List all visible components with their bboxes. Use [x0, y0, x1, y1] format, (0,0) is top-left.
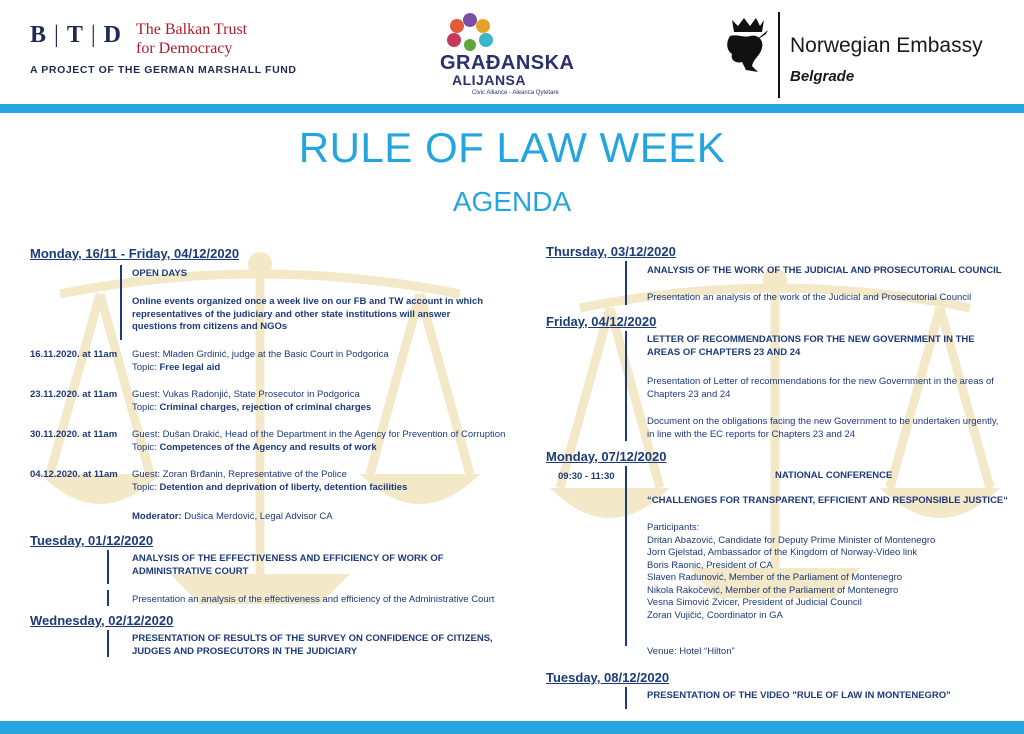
btd-name: The Balkan Trust for Democracy	[136, 21, 248, 57]
list-item: Vesna Simović Zvicer, President of Judicial Council	[647, 597, 862, 608]
btd-subtitle: A PROJECT OF THE GERMAN MARSHALL FUND	[30, 64, 297, 76]
day-heading: Wednesday, 02/12/2020	[30, 613, 174, 628]
session-description: Presentation of Letter of recommendations for the new Government in the areas of Chapters 23 and 24	[647, 376, 994, 400]
day-heading: Tuesday, 01/12/2020	[30, 533, 154, 548]
open-days-label: OPEN DAYS	[132, 268, 188, 279]
session-description: Presentation an analysis of the work of the Judicial and Prosecutorial Council	[647, 292, 972, 303]
divider	[107, 590, 109, 606]
list-item: Zoran Vujičić, Coordinator in GA	[647, 609, 783, 621]
list-item: Slaven Radunović, Member of the Parliament of Montenegro	[647, 572, 903, 583]
divider	[625, 261, 627, 305]
event-item: Guest: Mladen Grdinić, judge at the Basic Court in Podgorica Topic: Free legal aid	[132, 349, 389, 373]
list-item: Nikola Rakočević, Member of the Parliament of Montenegro	[647, 584, 899, 596]
conference-label: NATIONAL CONFERENCE	[775, 470, 893, 481]
divider	[625, 466, 627, 646]
page-subtitle: AGENDA	[452, 186, 572, 217]
lion-crest-icon	[724, 16, 770, 74]
divider	[107, 550, 109, 584]
moderator: Moderator: Dušica Merdović, Legal Advisor CA	[132, 511, 333, 522]
divider	[120, 265, 122, 340]
divider	[107, 630, 109, 657]
session-description: Presentation an analysis of the effectiveness and efficiency of the Administrative Court	[132, 594, 495, 605]
event-date: 04.12.2020. at 11am	[30, 469, 118, 480]
session-title: ANALYSIS OF THE EFFECTIVENESS AND EFFICIENCY OF WORK OF ADMINISTRATIVE COURT	[132, 553, 444, 577]
day-heading: Tuesday, 08/12/2020	[546, 670, 670, 685]
ga-subtitle: Civic Alliance - Aleanca Qytetare	[472, 90, 559, 96]
gradjanska-alijansa-logo	[428, 10, 608, 100]
ga-title-2: ALIJANSA	[452, 72, 527, 88]
top-band	[0, 104, 1024, 113]
embassy-city: Belgrade	[790, 68, 855, 85]
day-heading: Monday, 16/11 - Friday, 04/12/2020	[30, 246, 240, 261]
divider	[778, 12, 780, 98]
session-title: PRESENTATION OF THE VIDEO "RULE OF LAW IN MONTENEGRO"	[647, 690, 951, 701]
event-item: Guest: Vukas Radonjić, State Prosecutor in Podgorica Topic: Criminal charges, rejection of criminal charges	[132, 389, 372, 413]
event-date: 23.11.2020. at 11am	[30, 389, 118, 400]
page-title: RULE OF LAW WEEK	[298, 124, 726, 171]
venue: Venue: Hotel “Hilton”	[647, 646, 735, 657]
header	[0, 0, 1024, 104]
event-date: 16.11.2020. at 11am	[30, 349, 118, 360]
event-date: 30.11.2020. at 11am	[30, 429, 118, 440]
session-description: Document on the obligations facing the new Government to be undertaken urgently, in line with the EC reports for Chapters 23 and 24	[647, 416, 999, 440]
day-heading: Friday, 04/12/2020	[546, 314, 657, 329]
divider	[625, 687, 627, 709]
conference-title: “CHALLENGES FOR TRANSPARENT, EFFICIENT AND RESPONSIBLE JUSTICE“	[647, 495, 1009, 506]
bottom-band	[0, 721, 1024, 734]
event-item: Guest: Dušan Drakić, Head of the Department in the Agency for Prevention of Corruption Topic: Competences of the Agency and results of work	[132, 429, 506, 453]
session-title: ANALYSIS OF THE WORK OF THE JUDICIAL AND PROSECUTORIAL COUNCIL	[647, 265, 1002, 276]
embassy-name: Norwegian Embassy	[790, 34, 983, 57]
list-item: Boris Raonic, President of CA	[647, 559, 773, 571]
session-title: LETTER OF RECOMMENDATIONS FOR THE NEW GOVERNMENT IN THE AREAS OF CHAPTERS 23 AND 24	[647, 334, 975, 358]
day-heading: Monday, 07/12/2020	[546, 449, 667, 464]
list-item: Jorn Gjelstad, Ambassador of the Kingdom of Norway-Video link	[647, 547, 918, 558]
day-heading: Thursday, 03/12/2020	[546, 244, 676, 259]
btd-mark: B | T | D	[30, 22, 123, 48]
session-title: PRESENTATION OF RESULTS OF THE SURVEY ON CONFIDENCE OF CITIZENS, JUDGES AND PROSECUTORS IN THE JUDICIARY	[132, 633, 493, 657]
conference-time: 09:30 - 11:30	[558, 471, 615, 482]
divider	[625, 331, 627, 441]
event-item: Guest: Zoran Brđanin, Representative of the Police Topic: Detention and deprivation of liberty, detention facilities	[132, 469, 408, 493]
list-item: Dritan Abazović, Candidate for Deputy Prime Minister of Montenegro	[647, 534, 936, 546]
participants-list: Participants: Dritan Abazović, Candidate for Deputy Prime Minister of Montenegro Jorn Gjelstad, Ambassador of the Kingdom of Norway-Video link Boris Raonic, President of CA Slaven Radunović, Member of the Parliament of Montenegro Nikola Rakočević, Member of the Parliament of Montenegro Vesna Simović Zvicer, President of Judicial Council Zoran Vujičić, Coordinator in GA	[647, 522, 1017, 622]
ga-title: GRAĐANSKA	[440, 52, 575, 74]
open-days-description: Online events organized once a week live on our FB and TW account in which representatives of the judiciary and other state institutions will answer questions from citizens and NGOs	[132, 296, 484, 332]
